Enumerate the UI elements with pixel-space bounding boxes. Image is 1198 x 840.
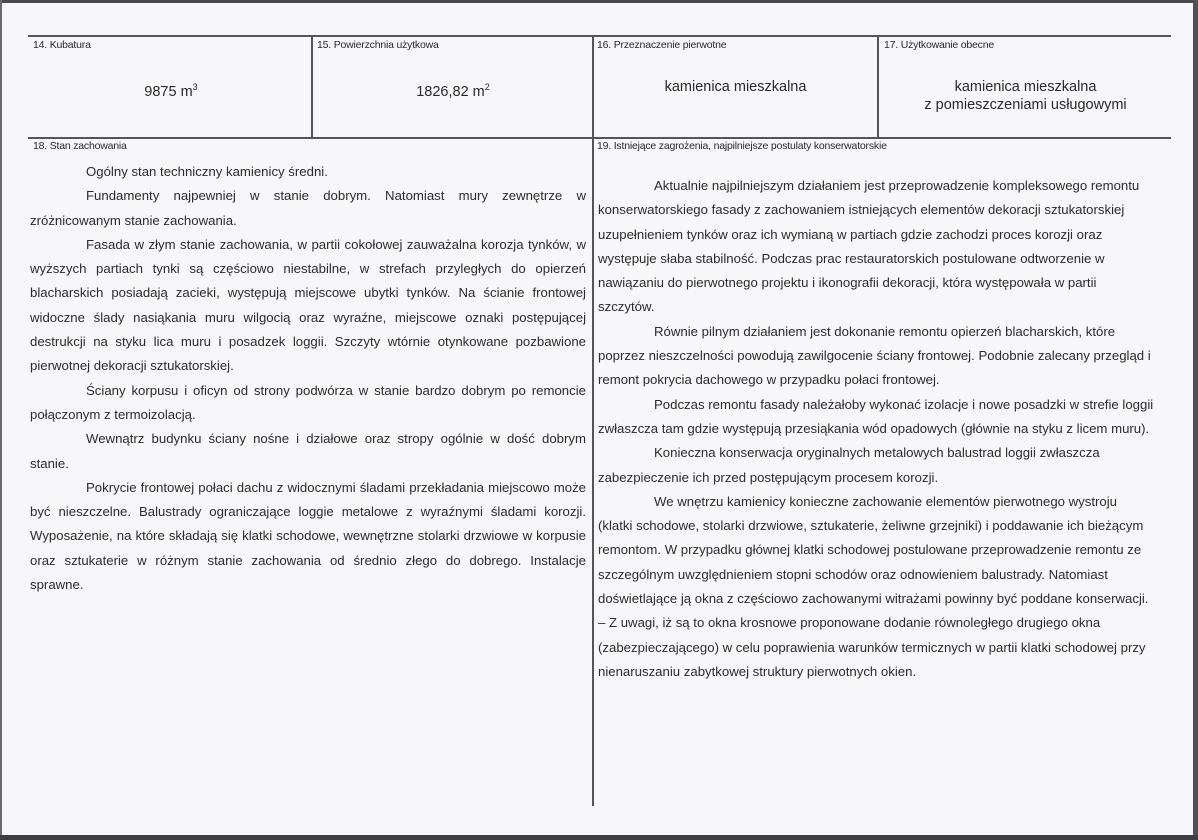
paragraph: Pokrycie frontowej połaci dachu z widocznymi śladami przekładania miejscowo może być nieszczelne. Balustrady ograniczające loggie metalowe z wyraźnymi śladami korozji. Wyposażenie, na które składają się klatki schodowe, wewnętrzne stolarki drzwiowe w korpusie oraz sztukaterie w różnym stanie zachowania od średnio złego do dobrego. Instalacje sprawne. — [30, 479, 586, 593]
column-divider-center — [592, 36, 594, 806]
field-label: 16. Przeznaczenie pierwotne — [597, 39, 727, 51]
paragraph: Podczas remontu fasady należałoby wykonać izolacje i nowe posadzki w strefie loggii zwłaszcza tam gdzie występują przesiąkania wód opadowych (głównie na styku z licem muru). — [598, 396, 1154, 436]
scan-edge-top — [0, 0, 1198, 3]
section-label: 19. Istniejące zagrożenia, najpilniejsze postulaty konserwatorskie — [597, 140, 887, 152]
field-value: 9875 $m^3$ — [144, 82, 198, 100]
paragraph: Fasada w złym stanie zachowania, w partii cokołowej zauważalna korozja tynków, w wyższych partiach tynki są częściowo niestabilne, w strefach przyległych do opierzeń blacharskich posiadają zacieki, występują miejscowe ubytki tynków. Na ścianie frontowej widoczne ślady nasiąkania muru wilgocią oraz wyraźne, miejscowe oznaki postępującej destrukcji na styku lica muru i posadzek loggii. Szczyty wtórnie otynkowane pozbawione pierwotnej dekoracji sztukatorskiej. — [30, 236, 586, 374]
column-divider-3 — [877, 36, 879, 138]
paragraph: Ściany korpusu i oficyn od strony podwórza w stanie bardzo dobrym po remoncie połączonym z termoizolacją. — [30, 382, 586, 422]
paragraph: Wewnątrz budynku ściany nośne i działowe oraz stropy ogólnie w dość dobrym stanie. — [30, 431, 586, 471]
scan-edge-right — [1193, 0, 1198, 840]
paragraph: Ogólny stan techniczny kamienicy średni. — [86, 164, 328, 179]
paragraph: Aktualnie najpilniejszym działaniem jest przeprowadzenie kompleksowego remontu konserwatorskiego fasady z zachowaniem istniejących elementów dekoracji sztukatorskiej uzupełnieniem tynków oraz ich wymianą w partiach gdzie zachodzi proces korozji oraz występuje słaba stabilność. Podczas prac restauratorskich postulowane odtworzenie w nawiązaniu do pierwotnego projektu i ikonografii dekoracji, która występowała w partii szczytów. — [598, 178, 1140, 315]
paragraph: Konieczna konserwacja oryginalnych metalowych balustrad loggii zwłaszcza zabezpieczenie ich przed postępującym procesem korozji. — [598, 445, 1100, 485]
table-top-border — [28, 35, 1171, 37]
field-label: 15. Powierzchnia użytkowa — [317, 39, 439, 51]
paragraph: Równie pilnym działaniem jest dokonanie remontu opierzeń blacharskich, które poprzez nieszczelności powodują zawilgocenie ściany frontowej. Podobnie zalecany przegląd i remont pokrycia dachowego w przypadku połaci frontowej. — [598, 323, 1151, 388]
table-row-divider — [28, 137, 1171, 139]
paragraph: Fundamenty najpewniej w stanie dobrym. Natomiast mury zewnętrze w zróżnicowanym stanie zachowania. — [30, 188, 586, 228]
field-label: 17. Użytkowanie obecne — [884, 39, 995, 51]
section-text — [30, 160, 586, 597]
field-label: 14. Kubatura — [33, 39, 91, 51]
section-text — [598, 174, 1154, 684]
section-label: 18. Stan zachowania — [33, 140, 127, 152]
paragraph: We wnętrzu kamienicy konieczne zachowanie elementów pierwotnego wystroju (klatki schodowe, stolarki drzwiowe, sztukaterie, żeliwne grzejniki) i poddawanie ich bieżącym remontom. W przypadku głównej klatki schodowej postulowane przeprowadzenie remontu ze szczególnym uwzględnieniem stopni schodów oraz odnowieniem balustrady. Natomiast doświetlające ją okna z częściowo zachowanymi witrażami powinny być poddane konserwacji. – Z uwagi, iż są to okna krosnowe proponowane dodanie równoległego drugiego okna (zabezpieczającego) w celu poprawienia warunków termicznych w partii klatki schodowej przy nienaruszaniu zabytkowej struktury pierwotnych okien. — [598, 493, 1149, 679]
field-value: 1826,82 $m^2$ — [416, 82, 490, 100]
scan-edge-bottom — [0, 835, 1198, 840]
field-value: kamienica mieszkalna — [664, 79, 807, 95]
field-value: kamienica mieszkalna z pomieszczeniami usługowymi — [924, 79, 1127, 113]
scan-edge-left — [0, 0, 2, 840]
